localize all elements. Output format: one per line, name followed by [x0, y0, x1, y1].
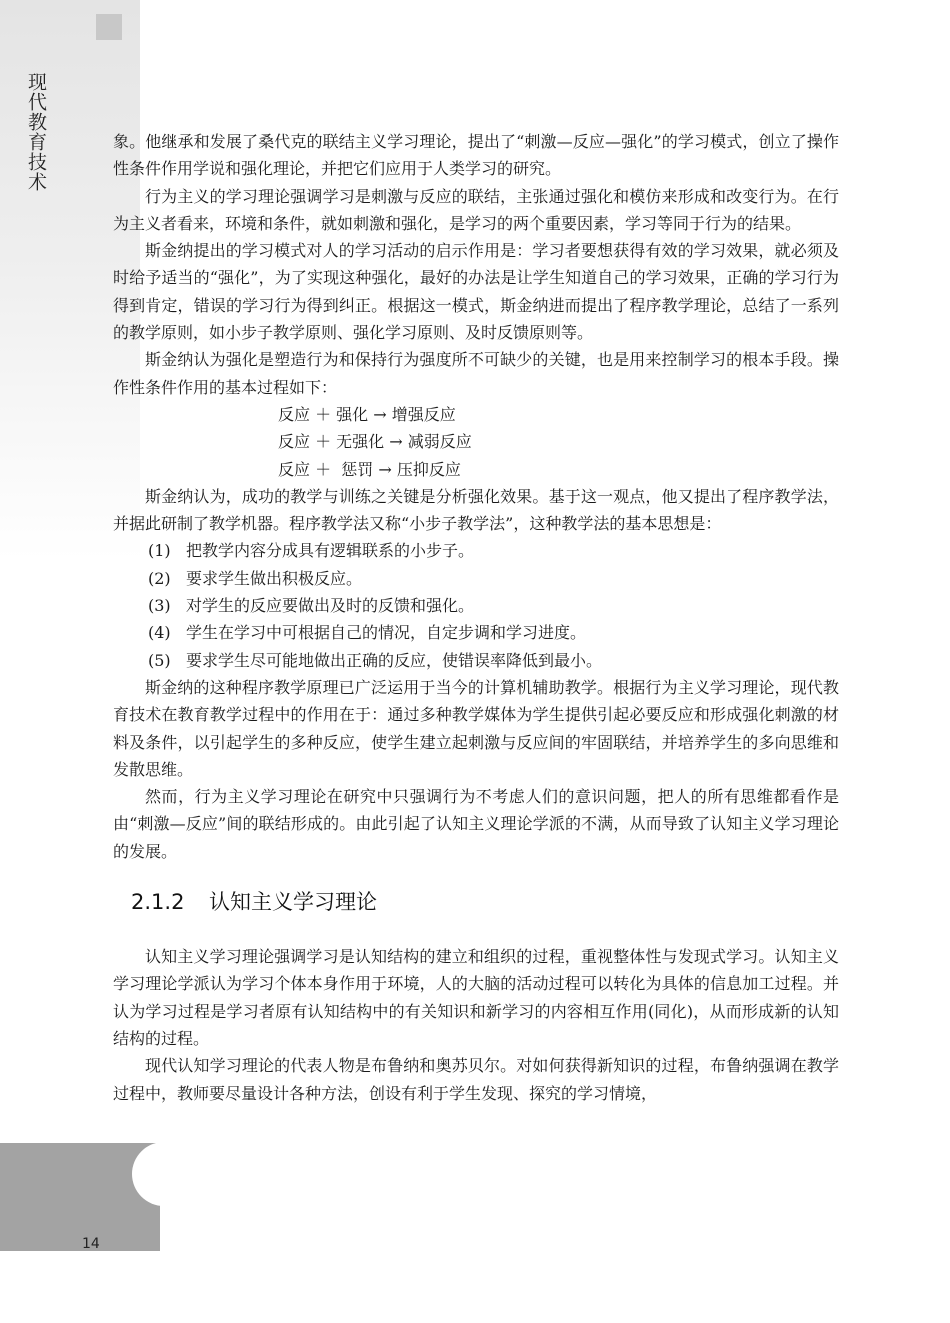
formula-line: 反应 ＋ 强化 → 增强反应 — [278, 404, 456, 424]
paragraph: 行为主义的学习理论强调学习是刺激与反应的联结，主张通过强化和模仿来形成和改变行为。在行为主义者看来，环境和条件，就如刺激和强化，是学习的两个重要因素，学习等同于行为的结果。 — [113, 186, 839, 233]
list-number: (1) — [148, 541, 171, 561]
list-text: 要求学生尽可能地做出正确的反应，使错误率降低到最小。 — [186, 650, 603, 670]
list-number: (3) — [148, 596, 171, 616]
list-text: 学生在学习中可根据自己的情况，自定步调和学习进度。 — [186, 623, 587, 643]
list-text: 对学生的反应要做出及时的反馈和强化。 — [186, 596, 475, 616]
paragraph: 斯金纳认为强化是塑造行为和保持行为强度所不可缺少的关键，也是用来控制学习的根本手段。操作性条件作用的基本过程如下： — [113, 350, 839, 397]
formula-line: 反应 ＋ 无强化 → 减弱反应 — [278, 432, 472, 452]
corner-square-decoration — [96, 14, 122, 40]
paragraph: 认知主义学习理论强调学习是认知结构的建立和组织的过程，重视整体性与发现式学习。认知主义学习理论学派认为学习个体本身作用于环境，人的大脑的活动过程可以转化为具体的信息加工过程。并认为学习过程是学习者原有认知结构中的有关知识和新学习的内容相互作用(同化)，从而形成新的认知结构的过程。 — [113, 947, 839, 1048]
paragraph: 斯金纳提出的学习模式对人的学习活动的启示作用是：学习者要想获得有效的学习效果，就必须及时给予适当的“强化”，为了实现这种强化，最好的办法是让学生知道自己的学习效果，正确的学习行为得到肯定，错误的学习行为得到纠正。根据这一模式，斯金纳进而提出了程序教学理论，总结了一系列的教学原则，如小步子教学原则、强化学习原则、及时反馈原则等。 — [113, 241, 839, 343]
section-title: 认知主义学习理论 — [209, 890, 377, 915]
section-heading — [131, 887, 839, 917]
list-text: 要求学生做出积极反应。 — [186, 568, 363, 588]
section-number: 2.1.2 — [131, 890, 185, 915]
paragraph: 然而，行为主义学习理论在研究中只强调行为不考虑人们的意识问题，把人的所有思维都看作是由“刺激—反应”间的联结形成的。由此引起了认知主义理论学派的不满，从而导致了认知主义学习理论的发展。 — [113, 787, 839, 861]
paragraph: 现代认知学习理论的代表人物是布鲁纳和奥苏贝尔。对如何获得新知识的过程，布鲁纳强调在教学过程中，教师要尽量设计各种方法，创设有利于学生发现、探究的学习情境， — [113, 1056, 839, 1103]
list-number: (5) — [148, 650, 171, 670]
list-text: 把教学内容分成具有逻辑联系的小步子。 — [186, 541, 475, 561]
page-number: 14 — [82, 1236, 100, 1252]
list-item — [113, 565, 839, 592]
paragraph: 斯金纳的这种程序教学原理已广泛运用于当今的计算机辅助教学。根据行为主义学习理论，现代教育技术在教育教学过程中的作用在于：通过多种教学媒体为学生提供引起必要反应和形成强化刺激的材料及条件，以引起学生的多种反应，使学生建立起刺激与反应间的牢固联结，并培养学生的多向思维和发散思维。 — [113, 677, 839, 779]
running-title: 现代教育技术 — [25, 72, 47, 192]
paragraph: 象。他继承和发展了桑代克的联结主义学习理论，提出了“刺激—反应—强化”的学习模式，创立了操作性条件作用学说和强化理论，并把它们应用于人类学习的研究。 — [113, 132, 839, 179]
list-item — [113, 647, 839, 674]
page-body — [113, 128, 839, 1107]
formula-line: 反应 ＋ 惩罚 → 压抑反应 — [278, 459, 461, 479]
list-item — [113, 619, 839, 646]
list-item — [113, 592, 839, 619]
list-number: (2) — [148, 568, 171, 588]
list-item — [113, 537, 839, 564]
circle-decoration — [132, 1142, 196, 1206]
paragraph: 斯金纳认为，成功的教学与训练之关键是分析强化效果。基于这一观点，他又提出了程序教学法，并据此研制了教学机器。程序教学法又称“小步子教学法”，这种教学法的基本思想是： — [113, 486, 839, 534]
list-number: (4) — [148, 623, 171, 643]
